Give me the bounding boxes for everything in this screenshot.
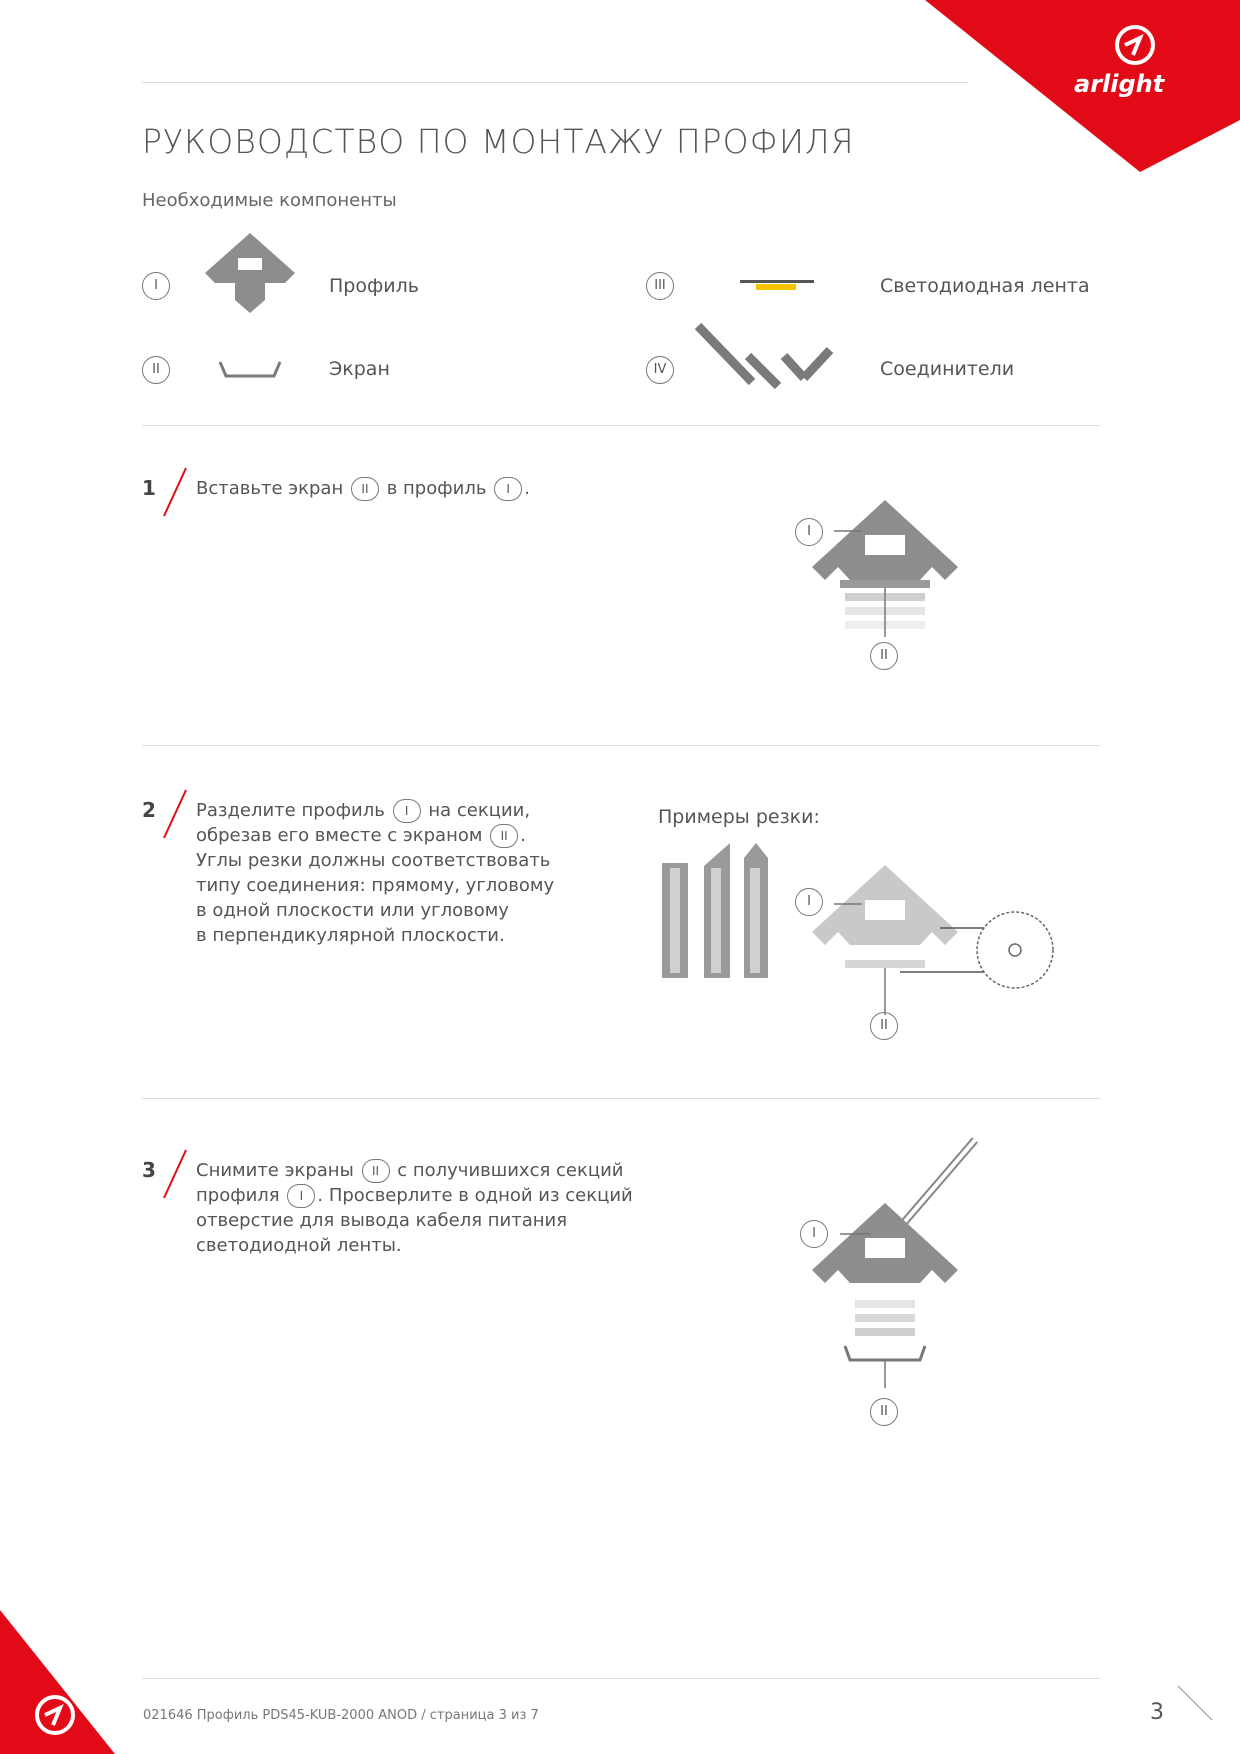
step-2-illustration	[800, 860, 1070, 1025]
numeral-badge: II	[142, 356, 170, 384]
page-title: РУКОВОДСТВО ПО МОНТАЖУ ПРОФИЛЯ	[142, 122, 855, 161]
step-number: 3	[142, 1158, 156, 1182]
callout-badge: I	[795, 888, 823, 916]
page-number: 3	[1150, 1700, 1164, 1725]
numeral-badge: I	[393, 799, 421, 823]
numeral-badge: I	[142, 272, 170, 300]
component-label-connectors: Соединители	[880, 358, 1015, 380]
brand-logo-text: arlight	[1074, 70, 1165, 98]
cut-examples-illustration	[660, 838, 770, 983]
callout-badge: II	[870, 1012, 898, 1040]
step-number: 1	[142, 476, 156, 500]
step-1-text: Вставьте экран II в профиль I .	[196, 478, 530, 499]
step-slash	[160, 788, 190, 843]
numeral-badge: I	[494, 477, 522, 501]
section-divider	[142, 745, 1100, 746]
step-3-text: Снимите экраны II с получившихся секций профиля I . Просверлите в одной из секций отверстие для вывода кабеля питания светодиодной ленты.	[196, 1160, 633, 1256]
section-divider	[142, 1098, 1100, 1099]
callout-badge: I	[800, 1220, 828, 1248]
callout-badge: II	[870, 1398, 898, 1426]
step-number: 2	[142, 798, 156, 822]
connectors-icon	[690, 322, 840, 392]
component-label-profile: Профиль	[329, 275, 419, 297]
step-2-text: Разделите профиль I на секции, обрезав его вместе с экраном II . Углы резки должны соответствовать типу соединения: прямому, угловому в одной плоскости или угловому в перпендикулярной плоскости.	[196, 800, 555, 946]
step-3-illustration	[800, 1138, 1000, 1408]
section-divider	[142, 425, 1100, 426]
page-corner-line	[1176, 1684, 1216, 1724]
top-divider	[142, 82, 968, 83]
numeral-badge: III	[646, 272, 674, 300]
numeral-badge: I	[287, 1184, 315, 1208]
step-slash	[160, 466, 190, 521]
footer-divider	[142, 1678, 1100, 1679]
screen-icon	[218, 358, 283, 382]
profile-icon	[190, 228, 310, 318]
callout-badge: II	[870, 642, 898, 670]
numeral-badge: II	[351, 477, 379, 501]
numeral-badge: II	[490, 824, 518, 848]
step-slash	[160, 1148, 190, 1203]
led-strip-icon	[740, 276, 815, 298]
components-heading: Необходимые компоненты	[142, 190, 397, 211]
numeral-badge: II	[362, 1159, 390, 1183]
component-label-led-strip: Светодиодная лента	[880, 275, 1090, 297]
footer-text: 021646 Профиль PDS45-KUB-2000 ANOD / страница 3 из 7	[143, 1708, 539, 1723]
cut-examples-label: Примеры резки:	[658, 806, 820, 828]
component-label-screen: Экран	[329, 358, 390, 380]
footer-logo	[0, 1600, 130, 1754]
numeral-badge: IV	[646, 356, 674, 384]
callout-badge: I	[795, 518, 823, 546]
